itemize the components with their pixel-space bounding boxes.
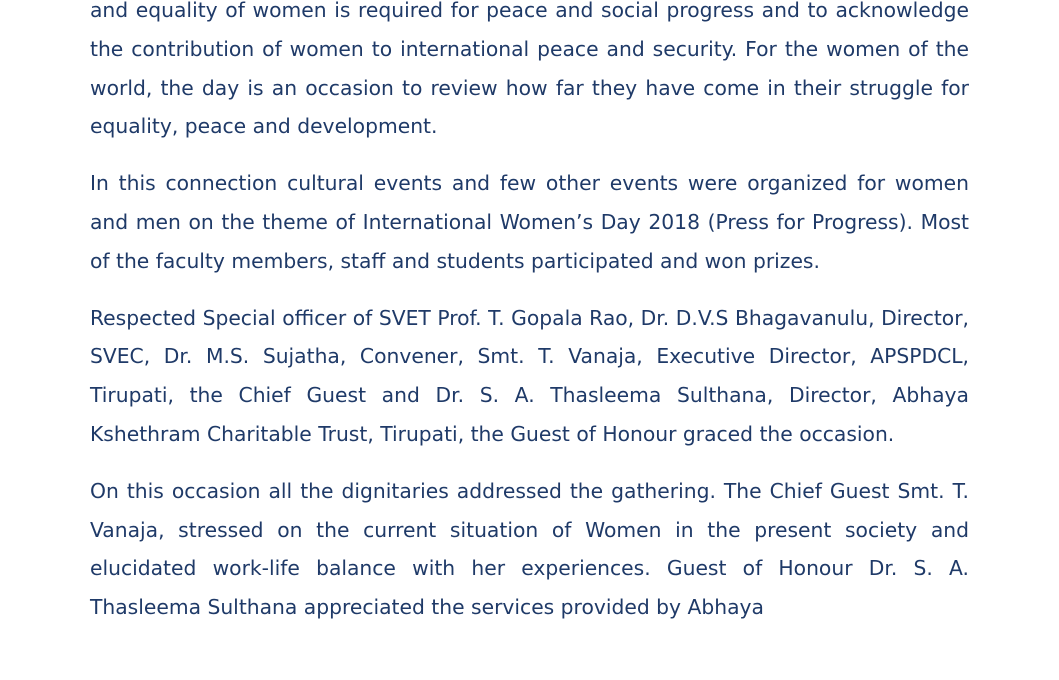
paragraph-cultural-events: In this connection cultural events and few other events were organized for women and men on the theme of International Women’s Day 2018 (Press for Progress). Most of the faculty members, staff and students participated and won prizes.	[90, 171, 969, 273]
document-body	[90, 0, 969, 645]
paragraph-addresses: On this occasion all the dignitaries addressed the gathering. The Chief Guest Smt. T. Vanaja, stressed on the current situation of Women in the present society and elucidated work-life balance with her experiences. Guest of Honour Dr. S. A. Thasleema Sulthana appreciated the services provided by Abhaya	[90, 478, 969, 620]
paragraph-intro-continuation: and equality of women is required for peace and social progress and to acknowledge the contribution of women to international peace and security. For the women of the world, the day is an occasion to review how far they have come in their struggle for equality, peace and development.	[90, 0, 969, 139]
paragraph-dignitaries: Respected Special officer of SVET Prof. T. Gopala Rao, Dr. D.V.S Bhagavanulu, Director, SVEC, Dr. M.S. Sujatha, Convener, Smt. T. Vanaja, Executive Director, APSPDCL, Tirupati, the Chief Guest and Dr. S. A. Thasleema Sulthana, Director, Abhaya Kshethram Charitable Trust, Tirupati, the Guest of Honour graced the occasion.	[90, 305, 969, 446]
